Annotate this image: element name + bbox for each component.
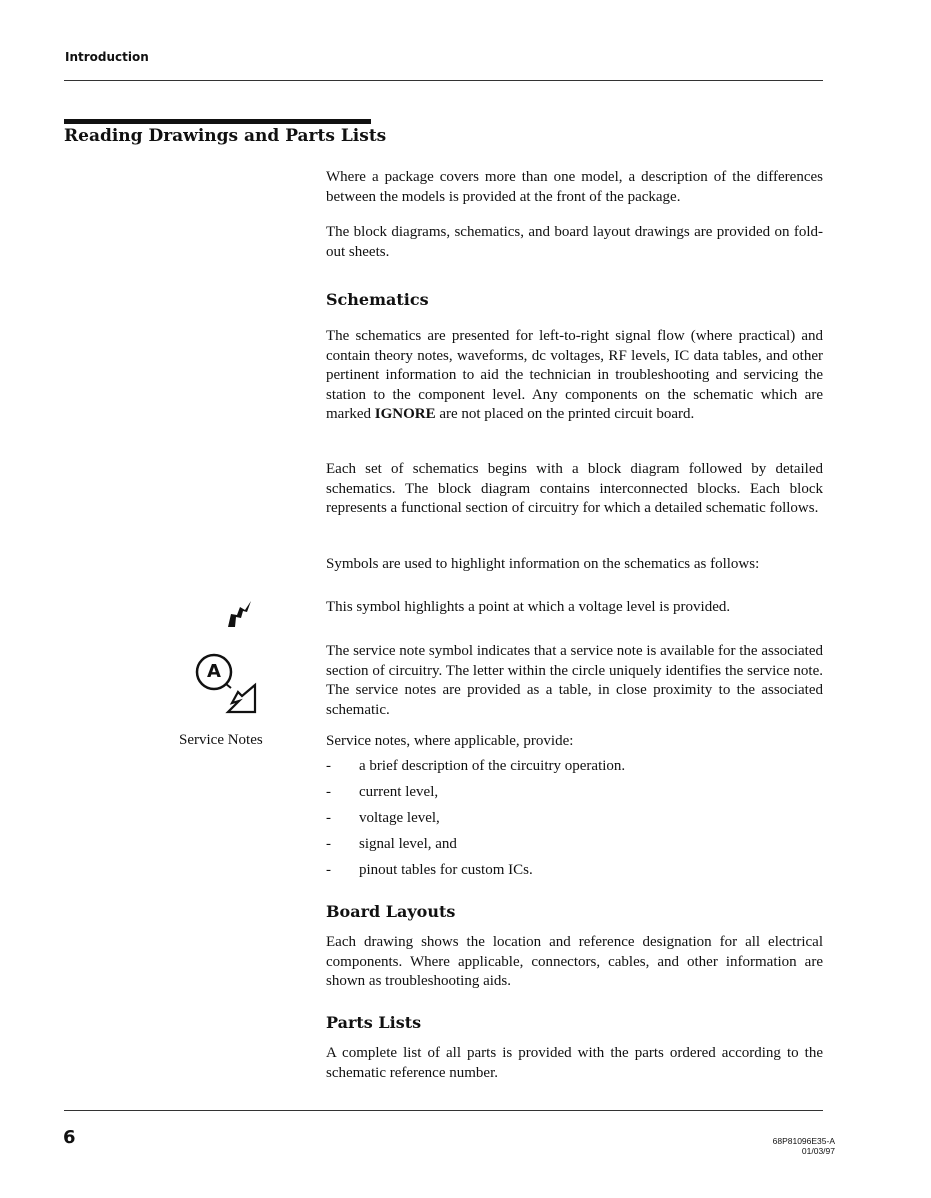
document-number-block bbox=[773, 1136, 835, 1156]
board-layouts-paragraph: Each drawing shows the location and reference designation for all electrical components. Where applicable, connectors, cables, and other information are shown as troubleshooting aids. bbox=[326, 934, 823, 989]
schematics-paragraph-1: The schematics are presented for left-to-right signal flow (where practical) and contain theory notes, waveforms, dc voltages, RF levels, IC data tables, and other pertinent information to aid the technician in troubleshooting and servicing the station to the component level. Any components on the schematic which are marked IGNORE are not placed on the printed circuit board. bbox=[326, 328, 823, 422]
service-notes-margin-label: Service Notes bbox=[179, 732, 263, 748]
parts-lists-paragraph: A complete list of all parts is provided with the parts ordered according to the schematic reference number. bbox=[326, 1045, 823, 1081]
list-item: - voltage level, bbox=[326, 810, 440, 826]
running-head: Introduction bbox=[65, 50, 149, 64]
list-item: - signal level, and bbox=[326, 836, 457, 852]
ignore-keyword: IGNORE bbox=[374, 406, 436, 422]
schematics-paragraph-2: Each set of schematics begins with a block diagram followed by detailed schematics. The block diagram contains interconnected blocks. Each block represents a functional section of circuitry for which a detailed schematic follows. bbox=[326, 461, 823, 516]
footer-rule bbox=[64, 1110, 823, 1111]
section-title: Reading Drawings and Parts Lists bbox=[64, 126, 387, 146]
header-rule bbox=[64, 80, 823, 81]
list-item: - current level, bbox=[326, 784, 439, 800]
service-note-description: The service note symbol indicates that a service note is available for the associated section of circuitry. The letter within the circle uniquely identifies the service note. The service notes are provided as a table, in close proximity to the associated schematic. bbox=[326, 643, 823, 718]
service-notes-intro: Service notes, where applicable, provide: bbox=[326, 733, 574, 749]
intro-paragraph-1: Where a package covers more than one model, a description of the differences between the models is provided at the front of the package. bbox=[326, 169, 823, 205]
service-note-icon-letter: A bbox=[207, 661, 221, 682]
list-item: - pinout tables for custom ICs. bbox=[326, 862, 533, 878]
intro-paragraph-2: The block diagrams, schematics, and board layout drawings are provided on fold-out sheets. bbox=[326, 224, 823, 260]
voltage-symbol-description: This symbol highlights a point at which a voltage level is provided. bbox=[326, 599, 731, 615]
document-number: 68P81096E35-A bbox=[772, 1136, 835, 1146]
page-number: 6 bbox=[63, 1127, 76, 1148]
list-item: - a brief description of the circuitry operation. bbox=[326, 758, 626, 774]
document-date: 01/03/97 bbox=[801, 1146, 835, 1156]
section-title-bar bbox=[64, 119, 371, 124]
schematics-heading: Schematics bbox=[326, 290, 429, 309]
voltage-arrow-icon bbox=[227, 601, 255, 629]
parts-lists-heading: Parts Lists bbox=[326, 1013, 422, 1032]
schematics-paragraph-3: Symbols are used to highlight information on the schematics as follows: bbox=[326, 556, 760, 572]
board-layouts-heading: Board Layouts bbox=[326, 902, 456, 921]
